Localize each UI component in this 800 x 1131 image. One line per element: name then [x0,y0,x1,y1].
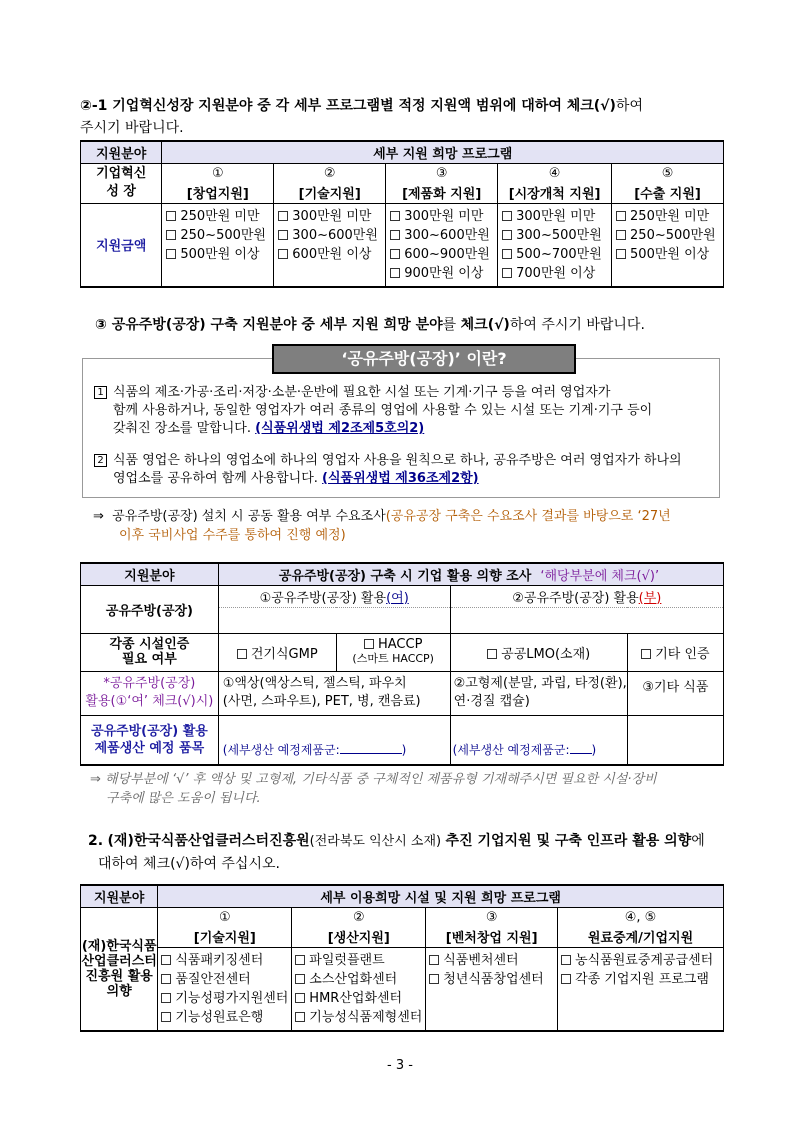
amount-option[interactable]: 500만원 이상 [166,245,273,264]
product-type-other[interactable]: ③기타 식품 [627,671,723,715]
checkbox-icon [237,649,247,659]
table3-cat-3: [벤처창업 지원] [426,927,558,947]
facility-option[interactable]: 청년식품창업센터 [429,970,557,989]
table3-num-3: ③ [426,907,558,927]
page-number: - 3 - [387,1058,413,1073]
checkbox-icon [166,249,176,259]
checkbox-icon [487,649,497,659]
checkbox-icon [161,974,171,984]
amount-option[interactable]: 600~900만원 [390,245,497,264]
support-amount-table [80,140,724,288]
definition-box-title: ‘공유주방(공장)’ 이란? [272,344,576,374]
amount-option[interactable]: 250~500만원 [166,226,273,245]
option-use-no[interactable]: ②공유주방(공장) 활용(부) [450,585,723,607]
facility-option[interactable]: HMR산업화센터 [295,989,425,1008]
table3-num-2: ② [292,907,426,927]
planned-products-field-1[interactable]: (세부생산 예정제품군: ) [218,715,450,765]
table1-cat-1: [창업지원] [162,183,274,203]
table3-cat-4: 원료중계/기업지원 [558,927,724,947]
table1-num-2: ② [274,163,386,183]
facility-option[interactable]: 소스산업화센터 [295,970,425,989]
checkbox-icon [278,211,288,221]
survey-note: ⇒ 공유주방(공장) 설치 시 공동 활용 여부 수요조사(공유공장 구축은 수요조사 결과를 바탕으로 ‘27년 이후 국비사업 수주를 통하여 진행 예정) [93,509,671,543]
table1-cat-4: [시장개척 지원] [498,183,612,203]
amount-option[interactable]: 300~500만원 [502,226,611,245]
amount-option[interactable]: 700만원 이상 [502,264,611,283]
table1-options-3 [386,203,498,287]
table2-note: ⇒ 해당부분에 ‘√’ 후 액상 및 고형제, 기타식품 중 구체적인 제품유형 기재해주시면 필요한 시설·장비 구축에 많은 도움이 됩니다. [90,772,657,806]
facility-option[interactable]: 각종 기업지원 프로그램 [561,970,723,989]
amount-option[interactable]: 900만원 이상 [390,264,497,283]
table3-options-1 [158,947,292,1031]
table2-row-shared-kitchen: 공유주방(공장) [81,585,219,633]
input-underline[interactable] [570,741,592,754]
product-type-liquid[interactable]: ①액상(액상스틱, 젤스틱, 파우치 (사면, 스파우트), PET, 병, 캔음료) [218,671,450,715]
checkbox-icon [278,249,288,259]
checkbox-icon [616,249,626,259]
question-2-1-text: ②-1 기업혁신성장 지원분야 중 각 세부 프로그램별 적정 지원액 범위에 대하여 체크(√) [80,98,616,114]
amount-option[interactable]: 250만원 미만 [166,207,273,226]
checkbox-icon [616,211,626,221]
table3-num-1: ① [158,907,292,927]
table3-header-program: 세부 이용희망 시설 및 지원 희망 프로그램 [158,885,724,907]
amount-option[interactable]: 500~700만원 [502,245,611,264]
cert-option-lmo[interactable]: 공공LMO(소재) [450,633,627,671]
checkbox-icon [295,993,305,1003]
question-2-1-tail: 하여 [615,98,643,114]
table3-cat-2: [생산지원] [292,927,426,947]
amount-option[interactable]: 300~600만원 [278,226,385,245]
option-use-yes[interactable]: ①공유주방(공장) 활용(여) [218,585,450,607]
table1-options-2 [274,203,386,287]
table3-row-label: (재)한국식품 산업클러스터 진흥원 활용 의향 [81,907,158,1031]
table3-header-field: 지원분야 [81,885,158,907]
facility-option[interactable]: 기능성평가지원센터 [161,989,291,1008]
arrow-icon: ⇒ [93,509,104,524]
checkbox-icon [161,955,171,965]
checkbox-icon [390,249,400,259]
checkbox-icon [166,230,176,240]
checkbox-icon [502,230,512,240]
question-3: ③ 공유주방(공장) 구축 지원분야 중 세부 지원 희망 분야를 체크(√)하여 주시기 바랍니다. [95,317,645,333]
product-type-solid[interactable]: ②고형제(분말, 과립, 타정(환), 연·경질 캡슐) [450,671,627,715]
question-section-2: 2. (재)한국식품산업클러스터진흥원(전라북도 익산시 소재) 추진 기업지원 및 구축 인프라 활용 의향에 대하여 체크(√)하여 주십시오. [88,833,705,872]
table1-row-label: 기업혁신 성 장 [81,163,162,203]
checkbox-icon [161,993,171,1003]
table2-header-field: 지원분야 [81,563,219,585]
checkbox-icon [502,211,512,221]
table1-cat-5: [수출 지원] [612,183,724,203]
checkbox-icon [616,230,626,240]
amount-option[interactable]: 300만원 미만 [502,207,611,226]
table1-num-4: ④ [498,163,612,183]
table1-options-4 [498,203,612,287]
cluster-usage-table [80,884,724,1032]
checkbox-icon [161,1012,171,1022]
planned-products-empty [627,715,723,765]
check-cell-no[interactable] [450,607,723,633]
facility-option[interactable]: 식품벤처센터 [429,951,557,970]
table1-cat-3: [제품화 지원] [386,183,498,203]
table1-num-5: ⑤ [612,163,724,183]
cert-option-gmp[interactable]: 건기식GMP [218,633,336,671]
check-cell-yes[interactable] [218,607,450,633]
law-reference: (식품위생법 제36조제2항) [322,471,479,486]
checkbox-icon [166,211,176,221]
table2-row-certification: 각종 시설인증 필요 여부 [81,633,219,671]
checkbox-icon [390,268,400,278]
amount-option[interactable]: 300만원 미만 [278,207,385,226]
facility-option[interactable]: 기능성식품제형센터 [295,1008,425,1027]
facility-option[interactable]: 기능성원료은행 [161,1008,291,1027]
table2-row-planned-products: 공유주방(공장) 활용 제품생산 예정 품목 [81,715,219,765]
checkbox-icon [295,955,305,965]
amount-option[interactable]: 250~500만원 [616,226,723,245]
checkbox-icon [429,974,439,984]
checkbox-icon [502,268,512,278]
definition-paragraph-2: 2 식품 영업은 하나의 영업소에 하나의 영업자 사용을 원칙으로 하나, 공유주방은 여러 영업자가 하나의 영업소를 공유하여 함께 사용합니다. (식품위생법 제36조제2항) [94,452,718,488]
checkbox-icon [295,974,305,984]
checkbox-icon [429,955,439,965]
amount-option[interactable]: 300만원 미만 [390,207,497,226]
table1-header-field: 지원분야 [81,141,162,163]
definition-paragraph-1: 1 식품의 제조·가공·조리·저장·소분·운반에 필요한 시설 또는 기계·기구 등을 여러 영업자가 함께 사용하거나, 동일한 영업자가 여러 종류의 영업에 사용할 수 있는 시설 또는 기계·기구 등이 갖춰진 장소를 말합니다. (식품위생법 제2조제5호의2) [94,384,718,438]
table3-num-4: ④, ⑤ [558,907,724,927]
number-box-icon: 1 [94,386,107,399]
table1-options-1 [162,203,274,287]
amount-option[interactable]: 300~600만원 [390,226,497,245]
input-underline[interactable] [340,741,402,754]
facility-option[interactable]: 농식품원료중계공급센터 [561,951,723,970]
amount-option[interactable]: 500만원 이상 [616,245,723,264]
facility-option[interactable]: 식품패키징센터 [161,951,291,970]
facility-option[interactable]: 품질안전센터 [161,970,291,989]
table3-options-4 [558,947,724,1031]
table3-options-3 [426,947,558,1031]
question-2-1-line2: 주시기 바랍니다. [80,120,184,136]
table3-options-2 [292,947,426,1031]
planned-products-field-2[interactable]: (세부생산 예정제품군: ) [450,715,627,765]
checkbox-icon [561,955,571,965]
table1-header-program: 세부 지원 희망 프로그램 [162,141,724,163]
checkbox-icon [390,211,400,221]
table1-cat-2: [기술지원] [274,183,386,203]
table2-row-usage: *공유주방(공장) 활용(①‘여’ 체크(√)시) [81,671,219,715]
amount-option[interactable]: 600만원 이상 [278,245,385,264]
checkbox-icon [295,1012,305,1022]
checkbox-icon [278,230,288,240]
checkbox-icon [561,974,571,984]
table1-num-3: ③ [386,163,498,183]
table1-options-5 [612,203,724,287]
checkbox-icon [502,249,512,259]
cert-option-other[interactable]: 기타 인증 [627,633,723,671]
facility-option[interactable]: 파일럿플랜트 [295,951,425,970]
checkbox-icon [641,649,651,659]
table1-num-1: ① [162,163,274,183]
law-reference: (식품위생법 제2조제5호의2) [255,421,425,436]
cert-option-haccp[interactable]: HACCP (스마트 HACCP) [336,633,450,671]
number-box-icon: 2 [94,454,107,467]
table1-amount-label: 지원금액 [81,203,162,287]
checkbox-icon [364,639,374,649]
amount-option[interactable]: 250만원 미만 [616,207,723,226]
question-2-1 [80,95,730,139]
checkbox-icon [390,230,400,240]
table3-cat-1: [기술지원] [158,927,292,947]
table2-header-survey: 공유주방(공장) 구축 시 기업 활용 의향 조사 ‘해당부분에 체크(√)’ [218,563,723,585]
shared-kitchen-survey-table [80,562,724,766]
